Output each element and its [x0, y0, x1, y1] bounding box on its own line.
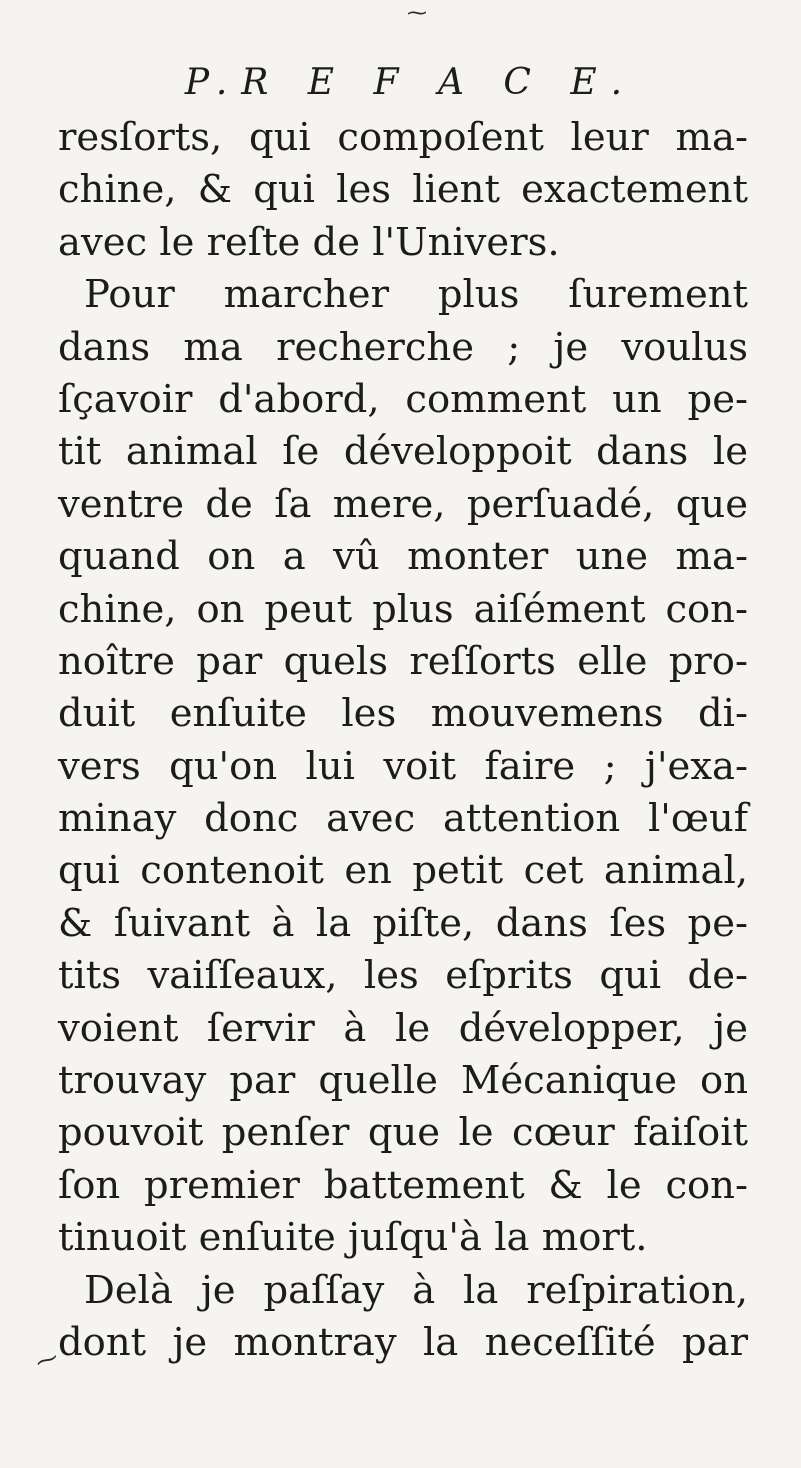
text-line: dans ma recherche ; je voulus	[58, 324, 748, 370]
text-line: pouvoit penſer que le cœur faiſoit	[58, 1110, 748, 1156]
text-line: ſçavoir d'abord, comment un pe-	[58, 376, 748, 422]
text-line: Delà je paſſay à la reſpiration,	[84, 1267, 748, 1313]
text-line: & ſuivant à la piſte, dans ſes pe-	[58, 900, 748, 946]
text-line: dont je montray la neceſſité par	[58, 1319, 748, 1365]
text-line: minay donc avec attention l'œuf	[58, 796, 748, 842]
text-line: ſon premier battement & le con-	[58, 1162, 748, 1208]
running-head: P.R E F A C E.	[184, 62, 637, 103]
text-line: noître par quels reſſorts elle pro-	[58, 638, 748, 684]
text-line: trouvay par quelle Mécanique on	[58, 1058, 748, 1104]
ink-speck-top: ⁓	[407, 0, 427, 24]
text-line: avec le reſte de l'Univers.	[58, 219, 560, 265]
text-line: voient ſervir à le développer, je	[58, 1005, 748, 1051]
text-line: chine, & qui les lient exactement	[58, 167, 748, 213]
text-line: qui contenoit en petit cet animal,	[58, 848, 748, 894]
text-line: tits vaiſſeaux, les eſprits qui de-	[58, 953, 748, 999]
text-line: duit enſuite les mouvemens di-	[58, 691, 748, 737]
text-line: resſorts, qui compoſent leur ma-	[58, 115, 748, 160]
text-line: chine, on peut plus aiſément con-	[58, 586, 748, 632]
body-text	[58, 112, 748, 1369]
text-line: tinuoit enſuite juſqu'à la mort.	[58, 1215, 648, 1261]
text-line: Pour marcher plus ſurement	[84, 272, 748, 318]
text-line: quand on a vû monter une ma-	[58, 534, 748, 580]
text-line: vers qu'on lui voit faire ; j'exa-	[58, 743, 748, 789]
text-line: ventre de ſa mere, perſuadé, que	[58, 481, 748, 527]
text-line: tit animal ſe développoit dans le	[58, 429, 748, 475]
ink-speck-bottom: ⁓	[32, 1344, 62, 1377]
